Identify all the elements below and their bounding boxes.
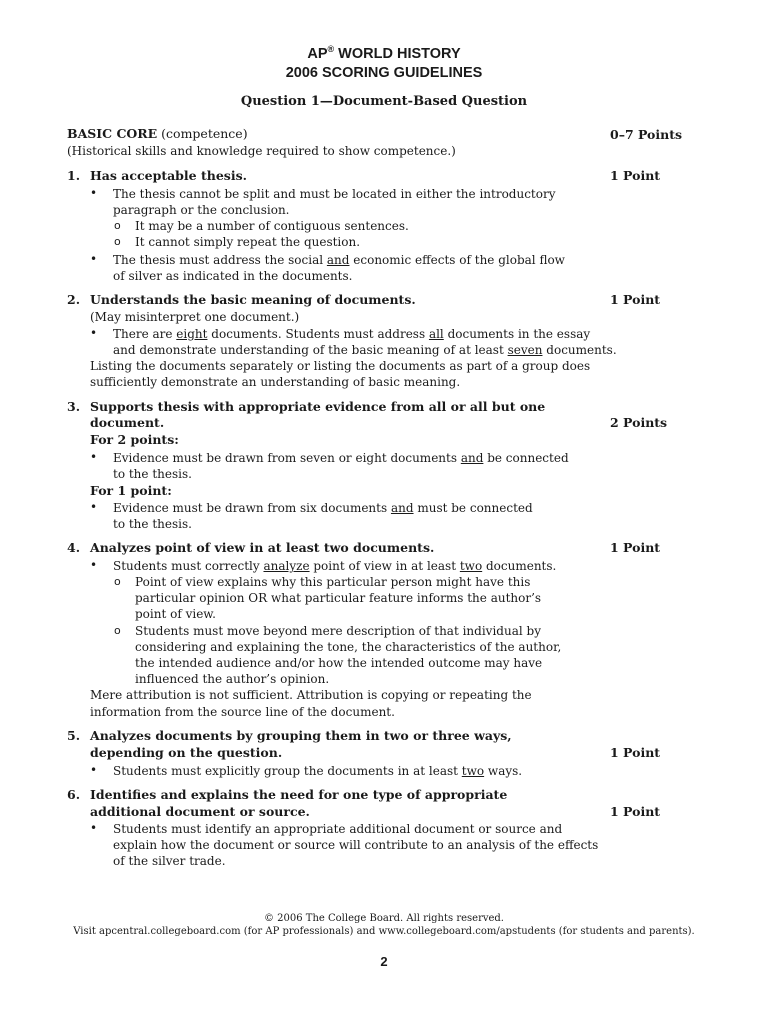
bullet-text: of silver as indicated in the documents. xyxy=(113,269,353,283)
sub-bullet-text: Point of view explains why this particular person might have this xyxy=(135,575,531,589)
bullet-icon: • xyxy=(90,763,98,777)
item-number: 5. xyxy=(67,728,81,743)
bullet-icon: • xyxy=(90,450,98,464)
bullet-icon: • xyxy=(90,252,98,266)
points-subheading: For 1 point: xyxy=(90,483,172,498)
bullet-icon: • xyxy=(90,186,98,200)
item-title: Supports thesis with appropriate evidence from all or all but one xyxy=(90,399,546,414)
bullet-text: explain how the document or source will contribute to an analysis of the effects xyxy=(113,838,599,852)
basic-core-points: 0–7 Points xyxy=(610,127,683,142)
sub-bullet-icon: o xyxy=(114,575,121,588)
item-title: additional document or source. xyxy=(90,804,310,819)
sub-bullet-text: the intended audience and/or how the intended outcome may have xyxy=(135,656,543,670)
item-points: 1 Point xyxy=(610,540,661,555)
sub-bullet-text: influenced the author’s opinion. xyxy=(135,672,330,686)
item-number: 1. xyxy=(67,168,81,183)
item-title: document. xyxy=(90,415,165,430)
item-number: 6. xyxy=(67,787,81,802)
bullet-text: Evidence must be drawn from six documents and must be connected xyxy=(113,501,533,515)
question-title: Question 1—Document-Based Question xyxy=(240,94,528,109)
registered-mark: ® xyxy=(327,44,335,54)
item-note: (May misinterpret one document.) xyxy=(90,310,300,324)
bullet-text: Students must identify an appropriate additional document or source and xyxy=(113,822,563,836)
bullet-icon: • xyxy=(90,558,98,572)
bullet-text: and demonstrate understanding of the basic meaning of at least seven documents. xyxy=(113,343,617,357)
bullet-text: Students must correctly analyze point of view in at least two documents. xyxy=(113,559,557,573)
item-number: 2. xyxy=(67,292,81,307)
item-points: 2 Points xyxy=(610,415,668,430)
doc-header-line2: 2006 SCORING GUIDELINES xyxy=(285,65,483,81)
page-number: 2 xyxy=(380,954,388,969)
bullet-text: The thesis cannot be split and must be located in either the introductory xyxy=(113,187,556,201)
basic-core-description: (Historical skills and knowledge required to show competence.) xyxy=(67,144,456,158)
basic-core-label: BASIC CORE (competence) xyxy=(67,126,248,141)
footer-copyright: © 2006 The College Board. All rights reserved. xyxy=(264,913,504,924)
bullet-text: The thesis must address the social and economic effects of the global flow xyxy=(113,253,565,267)
item-title: Understands the basic meaning of documents. xyxy=(90,292,416,307)
sub-bullet-text: point of view. xyxy=(135,607,216,621)
bullet-text: Students must explicitly group the documents in at least two ways. xyxy=(113,764,523,778)
item-points: 1 Point xyxy=(610,292,661,307)
bullet-text: to the thesis. xyxy=(113,467,192,481)
bullet-icon: • xyxy=(90,500,98,514)
item-paragraph: Listing the documents separately or listing the documents as part of a group does xyxy=(90,359,591,373)
bullet-icon: • xyxy=(90,326,98,340)
bullet-text: paragraph or the conclusion. xyxy=(113,203,290,217)
item-points: 1 Point xyxy=(610,168,661,183)
sub-bullet-text: It cannot simply repeat the question. xyxy=(135,235,361,249)
sub-bullet-text: Students must move beyond mere description of that individual by xyxy=(135,624,541,638)
bullet-text: of the silver trade. xyxy=(113,854,226,868)
sub-bullet-icon: o xyxy=(114,624,121,637)
points-subheading: For 2 points: xyxy=(90,432,179,447)
item-title: depending on the question. xyxy=(90,745,283,760)
item-points: 1 Point xyxy=(610,745,661,760)
sub-bullet-text: considering and explaining the tone, the characteristics of the author, xyxy=(135,640,562,654)
sub-bullet-icon: o xyxy=(114,219,121,232)
item-points: 1 Point xyxy=(610,804,661,819)
sub-bullet-text: It may be a number of contiguous sentences. xyxy=(135,219,409,233)
item-number: 4. xyxy=(67,540,81,555)
item-paragraph: information from the source line of the document. xyxy=(90,705,395,719)
item-number: 3. xyxy=(67,399,81,414)
footer-visit-links: Visit apcentral.collegeboard.com (for AP professionals) and www.collegeboard.com/apstudents (for students and parents). xyxy=(73,926,695,937)
item-title: Has acceptable thesis. xyxy=(90,168,247,183)
bullet-icon: • xyxy=(90,821,98,835)
doc-header-line1: AP® WORLD HISTORY xyxy=(307,44,461,62)
sub-bullet-text: particular opinion OR what particular feature informs the author’s xyxy=(135,591,542,605)
bullet-text: to the thesis. xyxy=(113,517,192,531)
item-title: Analyzes documents by grouping them in two or three ways, xyxy=(90,728,512,743)
bullet-text: There are eight documents. Students must address all documents in the essay xyxy=(113,327,591,341)
item-paragraph: Mere attribution is not sufficient. Attribution is copying or repeating the xyxy=(90,688,532,702)
bullet-text: Evidence must be drawn from seven or eight documents and be connected xyxy=(113,451,569,465)
item-title: Identifies and explains the need for one type of appropriate xyxy=(90,787,508,802)
item-paragraph: sufficiently demonstrate an understanding of basic meaning. xyxy=(90,375,461,389)
sub-bullet-icon: o xyxy=(114,235,121,248)
item-title: Analyzes point of view in at least two documents. xyxy=(90,540,435,555)
